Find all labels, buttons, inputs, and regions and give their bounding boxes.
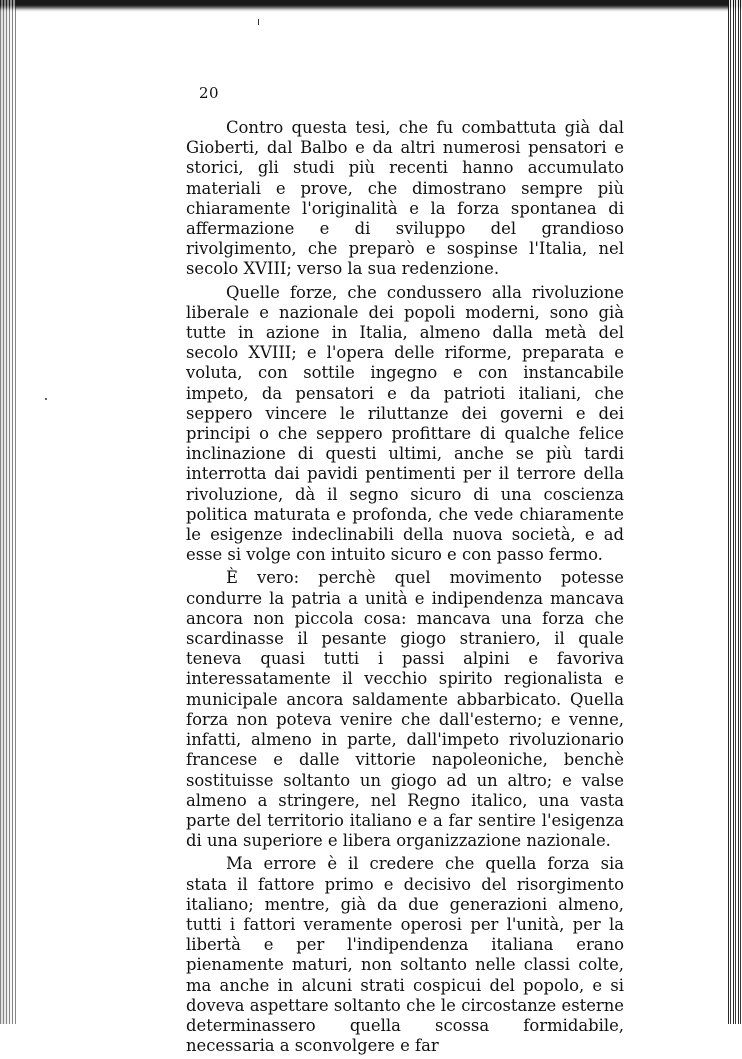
scan-top-border [0,0,742,12]
scan-speck [258,19,259,25]
paragraph-1: Contro questa tesi, che fu combattuta già dal Gioberti, dal Balbo e da altri numerosi pensatori e storici, gli studi più recenti hanno accumulato materiali e prove, che dimostrano sempre più chiaramente l'originalità e la forza spontanea di affermazione e di sviluppo del grandioso rivolgimento, che preparò e sospinse l'Italia, nel secolo XVIII; verso la sua redenzione. [186,118,624,279]
paragraph-3: È vero: perchè quel movimento potesse condurre la patria a unità e indipendenza mancava ancora non piccola cosa: mancava una forza che scardinasse il pesante giogo straniero, il quale teneva quasi tutti i passi alpini e favoriva interessatamente il vecchio spirito regionalista e municipale ancora saldamente abbarbicato. Quella forza non poteva venire che dall'esterno; e venne, infatti, almeno in parte, dall'impeto rivoluzionario francese e dalle vittorie napoleoniche, benchè sostituisse soltanto un giogo ad un altro; e valse almeno a stringere, nel Regno italico, una vasta parte del territorio italiano e a far sentire l'esigenza di una superiore e libera organizzazione nazionale. [186,568,624,851]
paragraph-2: Quelle forze, che condussero alla rivoluzione liberale e nazionale dei popoli moderni, sono già tutte in azione in Italia, almeno dalla metà del secolo XVIII; e l'opera delle riforme, preparata e voluta, con sottile ingegno e con instancabile impeto, da pensatori e da patrioti italiani, che seppero vincere le riluttanze dei governi e dei principi o che seppero profittare di qualche felice inclinazione di questi ultimi, anche se più tardi interrotta dai pavidi pentimenti per il terrore della rivoluzione, dà il segno sicuro di una coscienza politica maturata e profonda, che vede chiaramente le esigenze indeclinabili della nuova società, e ad esse si volge con intuito sicuro e con passo fermo. [186,282,624,565]
page-number: 20 [199,84,220,102]
scan-speck [45,398,47,400]
body-text [186,118,624,1059]
scan-right-border [728,0,742,1024]
scan-left-border [0,0,16,1024]
paragraph-4: Ma errore è il credere che quella forza sia stata il fattore primo e decisivo del risorgimento italiano; mentre, già da due generazioni almeno, tutti i fattori veramente operosi per l'unità, per la libertà e per l'indipendenza italiana erano pienamente maturi, non soltanto nelle classi colte, ma anche in alcuni strati cospicui del popolo, e si doveva aspettare soltanto che le circostanze esterne determinassero quella scossa formidabile, necessaria a sconvolgere e far [186,854,624,1056]
